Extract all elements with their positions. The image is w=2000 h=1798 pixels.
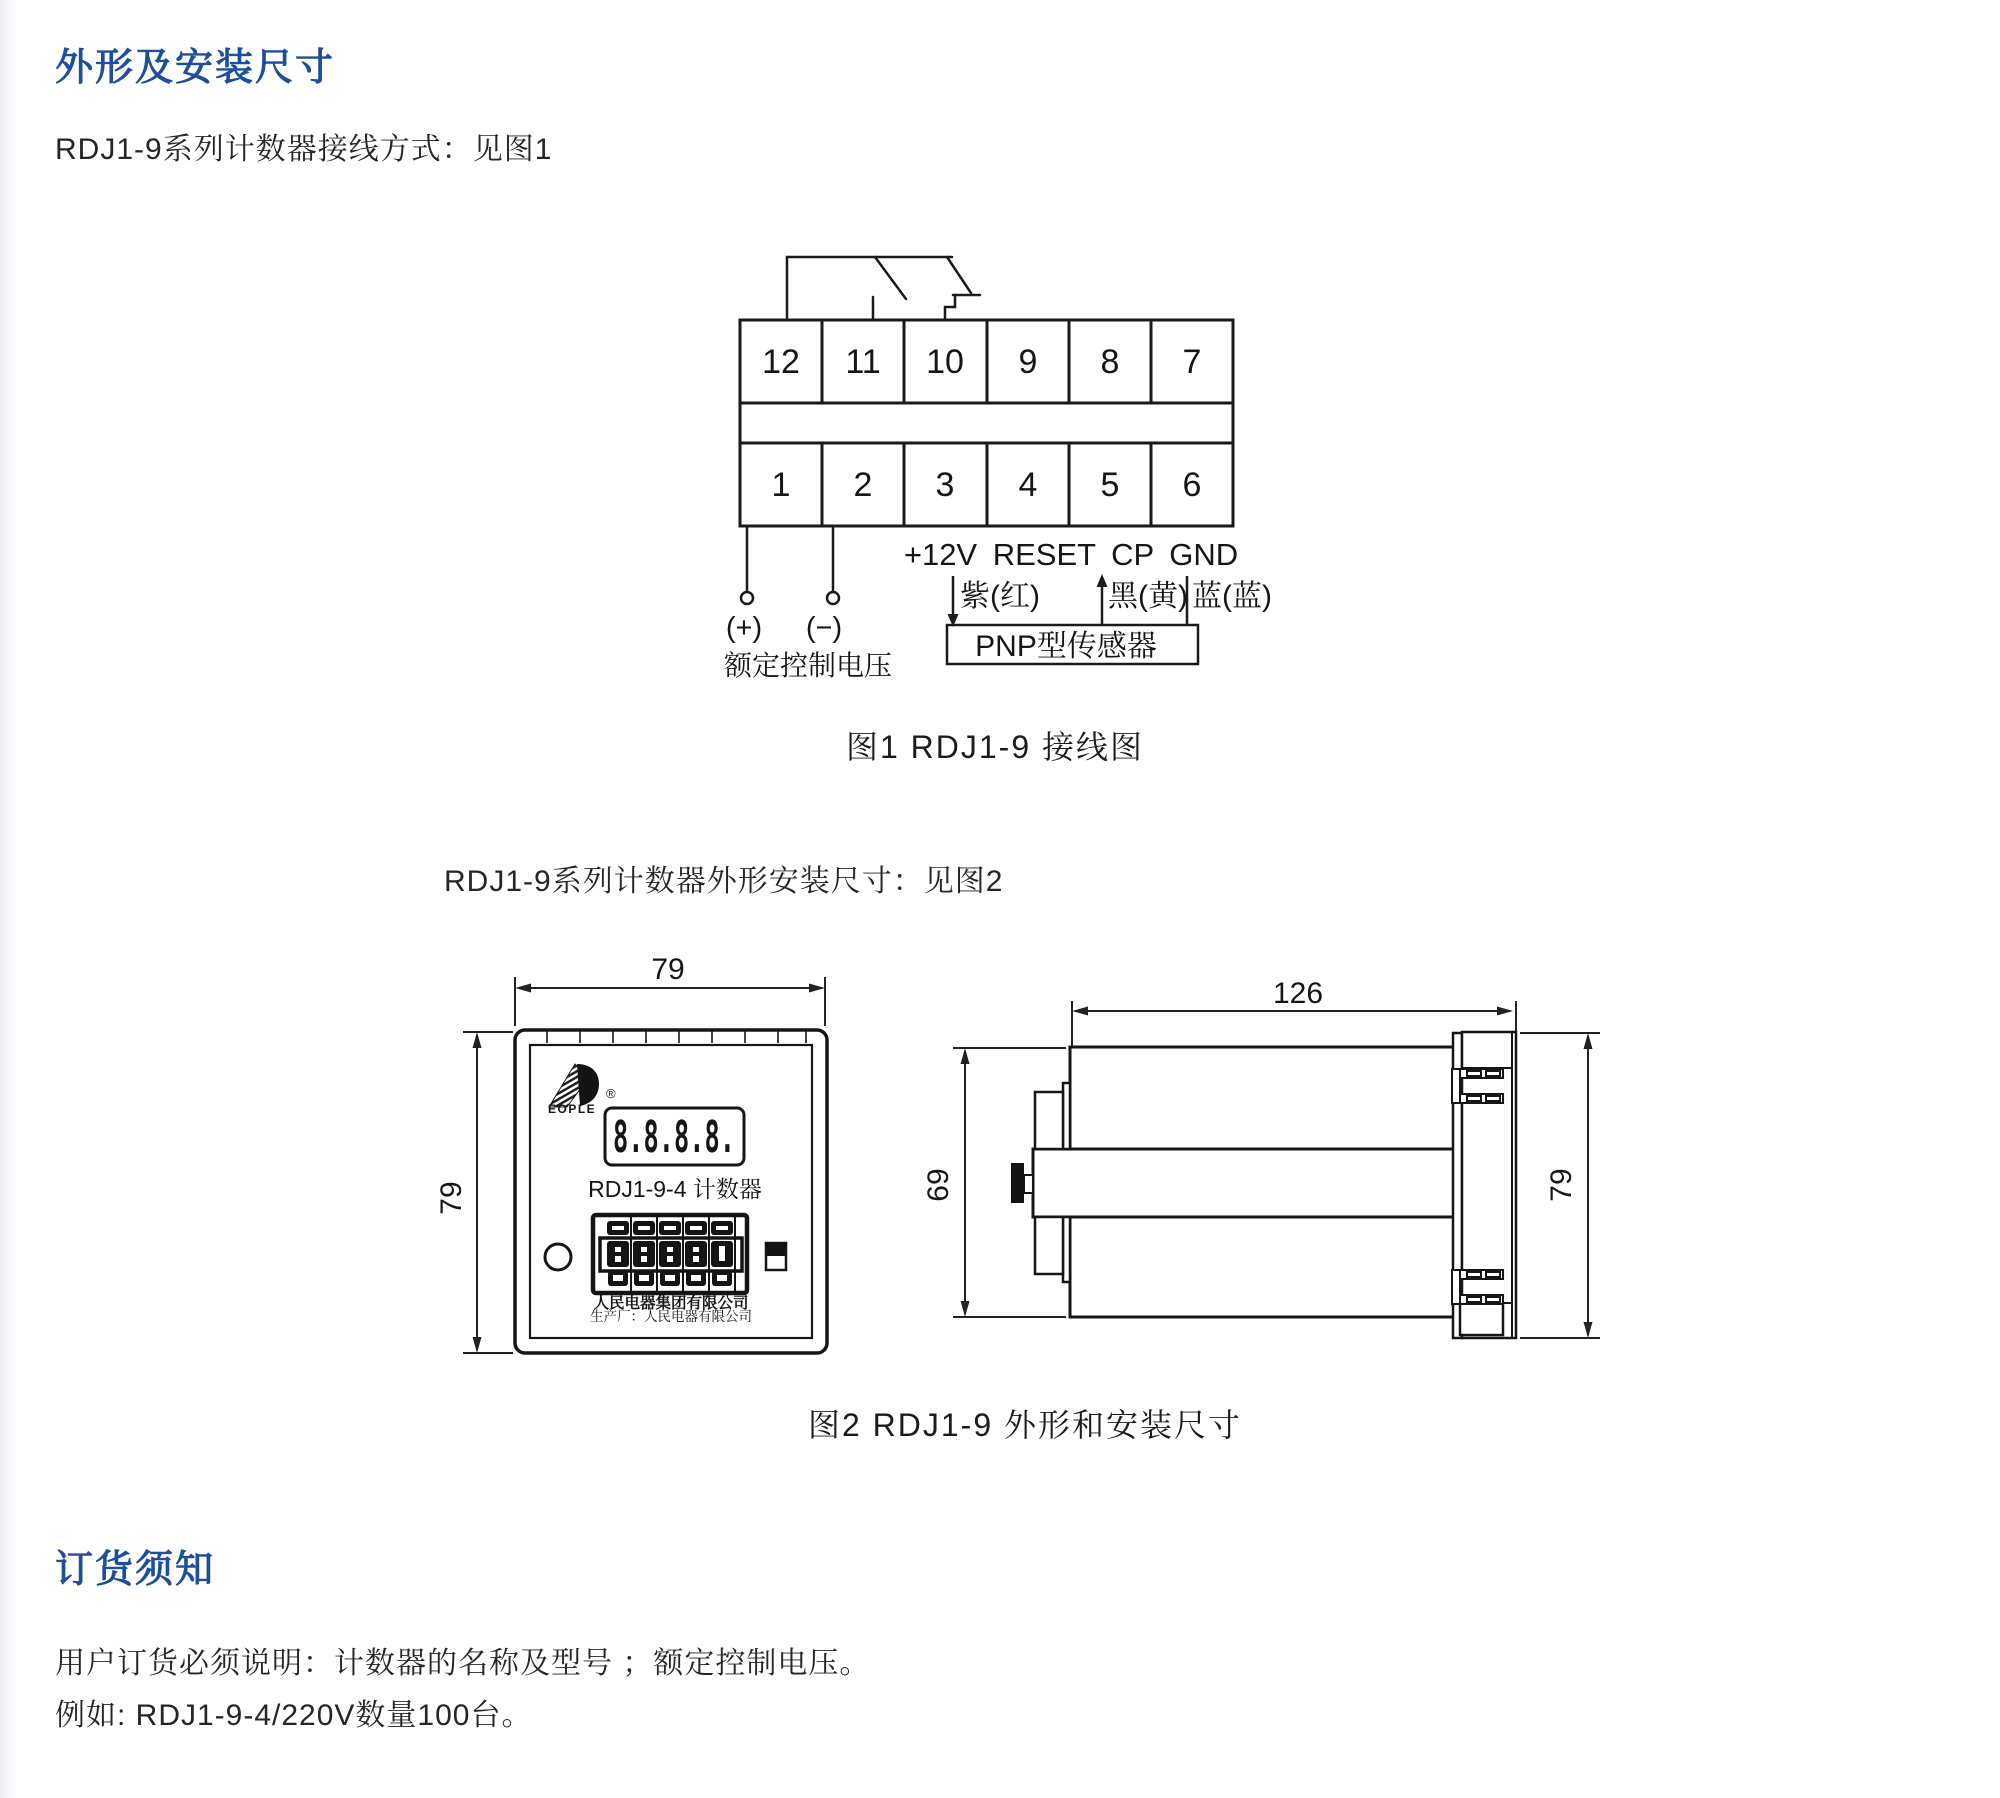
figure2-side-view bbox=[920, 945, 1620, 1375]
figure1-caption: 图1 RDJ1-9 接线图 bbox=[845, 729, 1145, 765]
bezel-top-vents bbox=[547, 1031, 806, 1043]
terminal-3: 3 bbox=[935, 466, 955, 504]
people-logo bbox=[548, 1064, 616, 1116]
figure2-caption: 图2 RDJ1-9 外形和安装尺寸 bbox=[807, 1407, 1243, 1443]
rear-connector-steps bbox=[1035, 1083, 1070, 1282]
logo-text: EOPLE bbox=[548, 1102, 597, 1116]
terminal-4: 4 bbox=[1018, 466, 1038, 504]
terminal-10: 10 bbox=[926, 343, 964, 381]
counter-body-outline bbox=[1033, 1047, 1453, 1317]
side-flange-height-value: 79 bbox=[1545, 1168, 1578, 1202]
terminal-numbers-top bbox=[762, 343, 1201, 381]
terminal-7: 7 bbox=[1182, 343, 1202, 381]
dip-switch-block bbox=[593, 1215, 747, 1293]
side-toggle-switch bbox=[766, 1243, 786, 1270]
seven-segment-digits: 8.8.8.8. bbox=[613, 1112, 735, 1163]
minus-terminal-label: (−) bbox=[805, 612, 843, 644]
plus-terminal-label: (+) bbox=[725, 612, 763, 644]
front-height-dimension bbox=[463, 1032, 513, 1353]
rear-knob bbox=[1011, 1163, 1033, 1203]
side-body-height-value: 69 bbox=[922, 1168, 955, 1202]
blue-wire-label: 蓝(蓝) bbox=[1192, 580, 1272, 613]
flange-bottom-block bbox=[1460, 1303, 1503, 1335]
plug-band bbox=[1033, 1149, 1453, 1217]
front-height-value: 79 bbox=[435, 1181, 468, 1215]
model-label: RDJ1-9-4 计数器 bbox=[588, 1176, 762, 1202]
terminal-8: 8 bbox=[1100, 343, 1120, 381]
terminal-6: 6 bbox=[1182, 466, 1202, 504]
page-edge-shading bbox=[0, 0, 18, 1798]
side-depth-value: 126 bbox=[1272, 977, 1324, 1010]
figure1-wiring-diagram bbox=[690, 195, 1310, 710]
relay-contact-symbol bbox=[787, 257, 980, 320]
manufacturer-text: 生产厂：人民电器有限公司 bbox=[590, 1309, 752, 1324]
logo-black-shape bbox=[577, 1064, 599, 1106]
figure2-front-view bbox=[430, 945, 860, 1375]
supply-leads bbox=[741, 526, 839, 604]
front-width-value: 79 bbox=[651, 953, 685, 986]
terminal-11: 11 bbox=[845, 343, 881, 381]
mounting-intro-text: RDJ1-9系列计数器外形安装尺寸：见图2 bbox=[444, 865, 1004, 898]
logo-registered-mark: ® bbox=[606, 1086, 616, 1101]
terminal-1: 1 bbox=[771, 466, 791, 504]
side-body-height-dimension bbox=[953, 1048, 1066, 1317]
order-note-line1: 用户订货必须说明：计数器的名称及型号 ；额定控制电压。 bbox=[55, 1647, 871, 1680]
terminal-2: 2 bbox=[853, 466, 873, 504]
reset-button bbox=[545, 1244, 571, 1270]
signal-pin-labels: +12V RESET CP GND bbox=[903, 537, 1239, 572]
black-wire-label: 黑(黄) bbox=[1108, 580, 1188, 613]
rated-voltage-label: 额定控制电压 bbox=[724, 650, 893, 681]
section-title-ordering: 订货须知 bbox=[55, 1549, 216, 1591]
wiring-intro-text: RDJ1-9系列计数器接线方式：见图1 bbox=[55, 133, 553, 166]
terminal-block bbox=[740, 320, 1233, 526]
terminal-5: 5 bbox=[1100, 466, 1120, 504]
terminal-9: 9 bbox=[1018, 343, 1038, 381]
pnp-sensor-label: PNP型传感器 bbox=[975, 630, 1157, 663]
order-note-line2: 例如: RDJ1-9-4/220V数量100台。 bbox=[55, 1699, 533, 1732]
purple-wire-label: 紫(红) bbox=[960, 580, 1040, 613]
terminal-12: 12 bbox=[762, 343, 800, 381]
section-title-dimensions: 外形及安装尺寸 bbox=[55, 47, 336, 89]
company-name-text: 人民电器集团有限公司 bbox=[593, 1295, 749, 1312]
